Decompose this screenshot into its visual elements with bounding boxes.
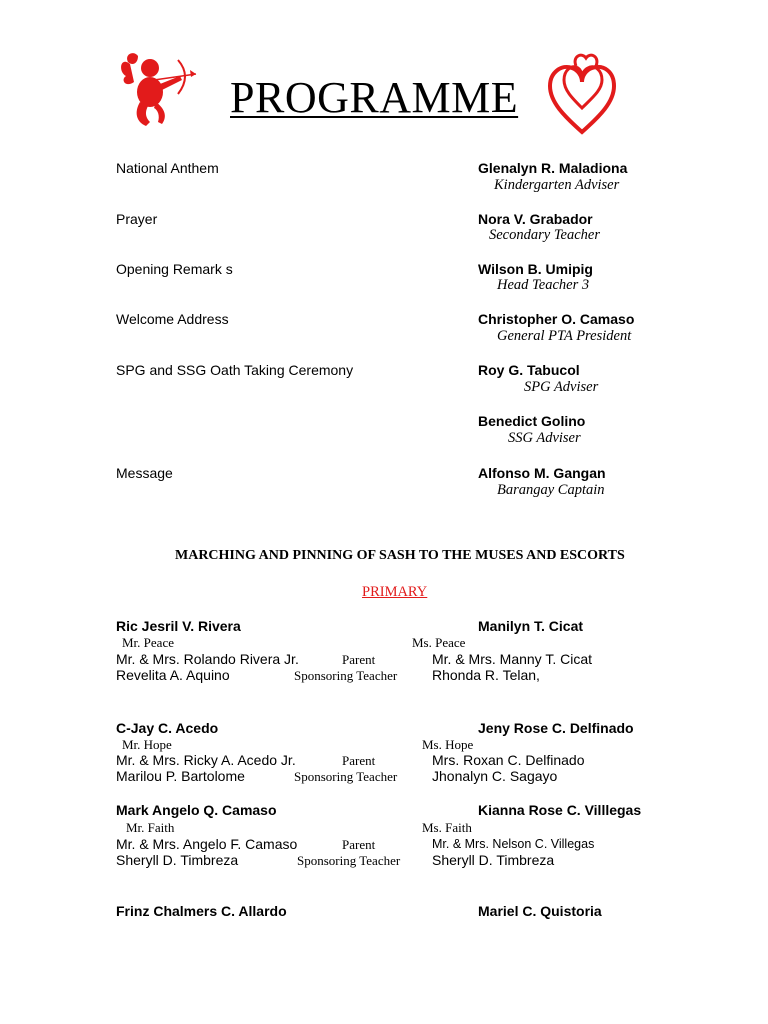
- sponsor-label: Sponsoring Teacher: [297, 853, 401, 868]
- presenter-role: General PTA President: [497, 328, 632, 344]
- presenter-name: Roy G. Tabucol: [478, 362, 580, 378]
- muse-name: Jeny Rose C. Delfinado: [478, 720, 634, 736]
- escort-name: Mark Angelo Q. Camaso: [116, 802, 277, 818]
- program-item: Message: [116, 465, 173, 481]
- muse-name: Manilyn T. Cicat: [478, 618, 584, 634]
- escort-title: Mr. Peace: [122, 635, 174, 650]
- escort-teacher: Sheryll D. Timbreza: [116, 852, 239, 868]
- escort-title: Mr. Faith: [126, 820, 175, 835]
- muse-teacher: Jhonalyn C. Sagayo: [432, 768, 558, 784]
- presenter-role: Barangay Captain: [497, 482, 605, 498]
- muse-title: Ms. Faith: [422, 820, 472, 835]
- muse-title: Ms. Peace: [412, 635, 466, 650]
- muse-name: Mariel C. Quistoria: [478, 903, 602, 919]
- presenter-name: Alfonso M. Gangan: [478, 465, 606, 481]
- presenter-role: SPG Adviser: [524, 379, 599, 395]
- muse-title: Ms. Hope: [422, 737, 474, 752]
- muse-parent: Mrs. Roxan C. Delfinado: [432, 752, 585, 768]
- program-item: National Anthem: [116, 160, 219, 176]
- parent-label: Parent: [342, 837, 376, 852]
- escort-parent: Mr. & Mrs. Ricky A. Acedo Jr.: [116, 752, 296, 768]
- presenter-name: Benedict Golino: [478, 413, 586, 429]
- sponsor-label: Sponsoring Teacher: [294, 769, 398, 784]
- presenter-role: Head Teacher 3: [497, 277, 590, 293]
- presenter-name: Wilson B. Umipig: [478, 261, 593, 277]
- hearts-icon: [546, 50, 618, 136]
- escort-name: Frinz Chalmers C. Allardo: [116, 903, 287, 919]
- muse-parent: Mr. & Mrs. Nelson C. Villegas: [432, 837, 595, 851]
- presenter-name: Christopher O. Camaso: [478, 311, 635, 327]
- presenter-role: Secondary Teacher: [489, 227, 601, 243]
- presenter-name: Nora V. Grabador: [478, 211, 593, 227]
- category-heading: PRIMARY: [362, 584, 428, 600]
- escort-parent: Mr. & Mrs. Angelo F. Camaso: [116, 836, 298, 852]
- muse-parent: Mr. & Mrs. Manny T. Cicat: [432, 651, 592, 667]
- cupid-icon: [116, 50, 198, 130]
- sponsor-label: Sponsoring Teacher: [294, 668, 398, 683]
- escort-teacher: Marilou P. Bartolome: [116, 768, 245, 784]
- escort-teacher: Revelita A. Aquino: [116, 667, 230, 683]
- page-title: PROGRAMME: [230, 73, 519, 122]
- escort-name: C-Jay C. Acedo: [116, 720, 219, 736]
- parent-label: Parent: [342, 652, 376, 667]
- presenter-name: Glenalyn R. Maladiona: [478, 160, 628, 176]
- program-item: SPG and SSG Oath Taking Ceremony: [116, 362, 354, 378]
- program-item: Prayer: [116, 211, 158, 227]
- presenter-role: SSG Adviser: [508, 430, 581, 446]
- escort-name: Ric Jesril V. Rivera: [116, 618, 241, 634]
- escort-title: Mr. Hope: [122, 737, 172, 752]
- muse-name: Kianna Rose C. Villlegas: [478, 802, 642, 818]
- section-heading: MARCHING AND PINNING OF SASH TO THE MUSES AND ESCORTS: [175, 548, 625, 563]
- presenter-role: Kindergarten Adviser: [494, 177, 620, 193]
- program-item: Welcome Address: [116, 311, 229, 327]
- escort-parent: Mr. & Mrs. Rolando Rivera Jr.: [116, 651, 299, 667]
- muse-teacher: Rhonda R. Telan,: [432, 667, 540, 683]
- parent-label: Parent: [342, 753, 376, 768]
- muse-teacher: Sheryll D. Timbreza: [432, 852, 555, 868]
- program-item: Opening Remark s: [116, 261, 233, 277]
